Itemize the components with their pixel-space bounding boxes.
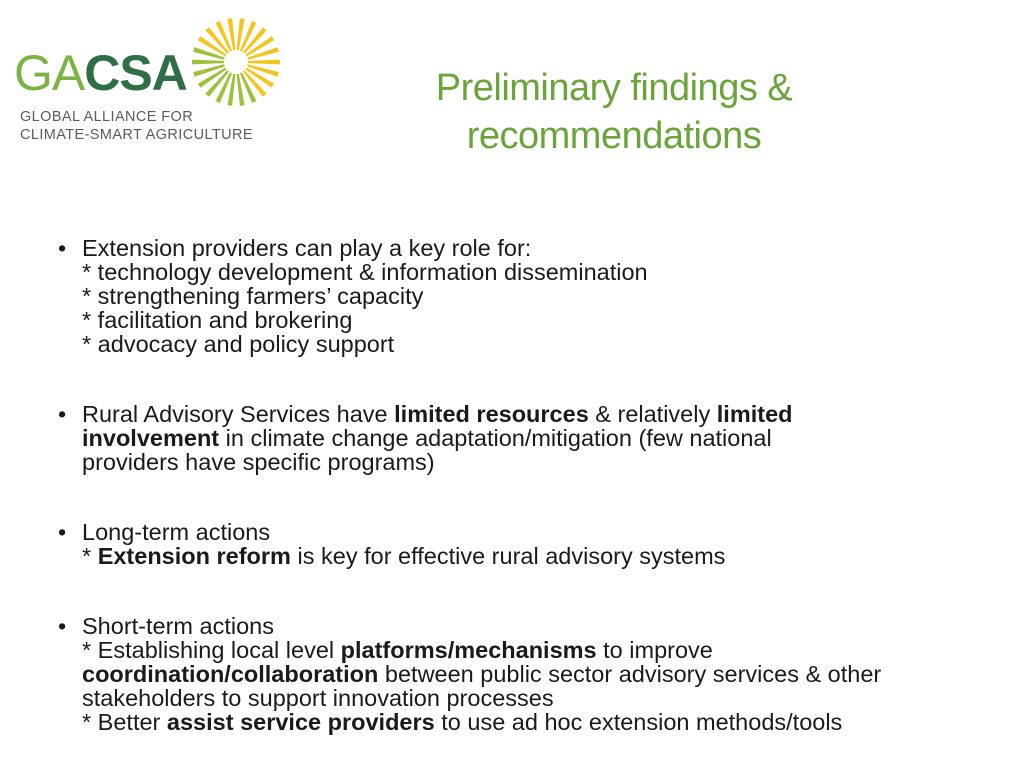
logo-brand-ga: GA	[14, 45, 85, 101]
bullet-1-line-1: Extension providers can play a key role for:	[82, 235, 532, 261]
bullet-dot: •	[58, 235, 67, 261]
bullet-long-term-actions	[56, 520, 996, 568]
sun-ray	[247, 64, 279, 76]
bullet-2-line-3: providers have specific programs)	[82, 449, 435, 475]
bullet-short-term-actions	[56, 614, 996, 734]
sun-icon	[192, 18, 280, 106]
gacsa-logo-mark	[14, 14, 284, 114]
text-run: in climate change adaptation/mitigation (few national	[219, 425, 772, 451]
text-run: * Establishing local level	[82, 637, 341, 663]
bullet-3-line-2	[82, 544, 996, 568]
bullet-1-line-2: * technology development & information dissemination	[82, 259, 648, 285]
logo-subtitle	[20, 108, 253, 144]
bullet-extension-providers	[56, 236, 996, 356]
text-run: * Better	[82, 709, 167, 735]
logo-brand-csa: CSA	[84, 45, 187, 101]
emphasis-limited-resources: limited resources	[394, 401, 589, 427]
gacsa-logo	[14, 14, 284, 154]
bullet-4-line-4: stakeholders to support innovation processes	[82, 685, 554, 711]
text-run: to use ad hoc extension methods/tools	[434, 709, 843, 735]
bullet-2-line-1	[82, 402, 996, 426]
logo-subtitle-line-1: GLOBAL ALLIANCE FOR	[20, 109, 194, 125]
emphasis-limited: limited	[716, 401, 793, 427]
bullet-2-line-2	[82, 426, 996, 450]
bullet-dot: •	[58, 519, 67, 545]
slide-body	[56, 236, 996, 734]
bullet-4-line-5	[82, 710, 996, 734]
sun-ray	[247, 47, 279, 59]
emphasis-assist-service-providers: assist service providers	[166, 709, 435, 735]
bullet-dot: •	[58, 613, 67, 639]
svg-text:GACSA	[14, 45, 187, 101]
bullet-3-line-1: Long-term actions	[82, 519, 271, 545]
text-run: to improve	[596, 637, 713, 663]
text-run: between public sector advisory services & other	[378, 661, 882, 687]
emphasis-involvement: involvement	[82, 425, 220, 451]
bullet-1-line-3: * strengthening farmers’ capacity	[82, 283, 424, 309]
bullet-1-line-5: * advocacy and policy support	[82, 331, 395, 357]
emphasis-coordination-collaboration: coordination/collaboration	[82, 661, 379, 687]
sun-ray	[192, 60, 224, 65]
bullet-rural-advisory-services	[56, 402, 996, 474]
sun-ray	[248, 60, 280, 65]
bullet-4-line-1: Short-term actions	[82, 613, 274, 639]
bullet-4-line-3	[82, 662, 996, 686]
text-run: Rural Advisory Services have	[82, 401, 395, 427]
bullet-4-line-2	[82, 638, 996, 662]
sun-ray	[193, 47, 225, 59]
slide-title	[384, 64, 844, 160]
emphasis-platforms-mechanisms: platforms/mechanisms	[340, 637, 597, 663]
slide-title-line-1: Preliminary findings &	[435, 67, 793, 109]
text-run: *	[82, 543, 98, 569]
emphasis-extension-reform: Extension reform	[97, 543, 291, 569]
slide-title-line-2: recommendations	[466, 115, 762, 157]
bullet-dot: •	[58, 401, 67, 427]
text-run: is key for effective rural advisory systems	[290, 543, 726, 569]
sun-ray	[193, 64, 225, 76]
text-run: & relatively	[588, 401, 717, 427]
logo-subtitle-line-2: CLIMATE-SMART AGRICULTURE	[20, 127, 253, 143]
bullet-1-line-4: * facilitation and brokering	[82, 307, 353, 333]
